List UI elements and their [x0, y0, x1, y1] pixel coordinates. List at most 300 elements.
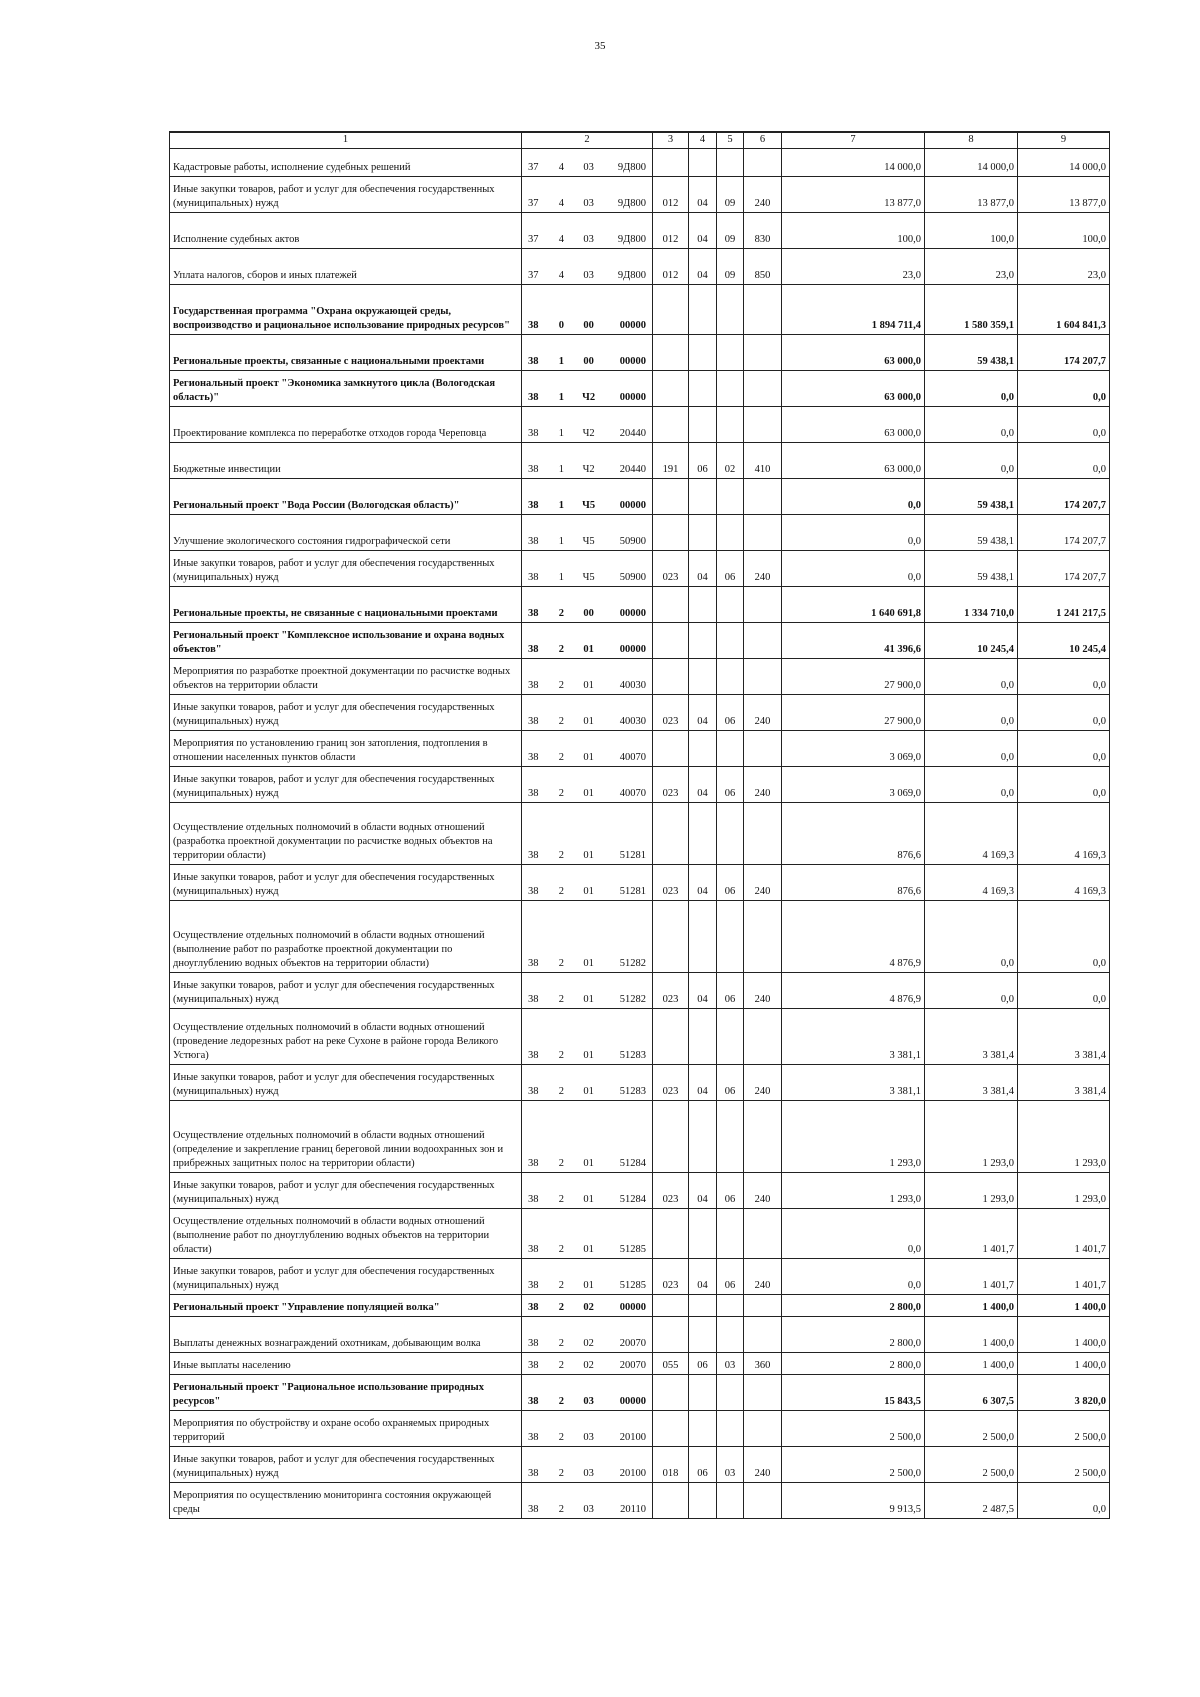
code-subprogram: 2	[558, 1244, 564, 1255]
amount-col-7: 1 894 711,4	[782, 285, 925, 335]
amount-col-8: 1 401,7	[925, 1259, 1018, 1295]
ministry-code	[653, 1009, 689, 1065]
expense-type-code: 240	[744, 865, 782, 901]
section-code	[689, 803, 717, 865]
amount-col-9: 174 207,7	[1018, 551, 1110, 587]
ministry-code	[653, 659, 689, 695]
code-program: 38	[528, 1158, 539, 1169]
amount-col-9: 1 401,7	[1018, 1259, 1110, 1295]
amount-col-8: 0,0	[925, 443, 1018, 479]
code-subprogram: 4	[558, 234, 564, 245]
section-code: 04	[689, 177, 717, 213]
amount-col-8: 0,0	[925, 407, 1018, 443]
code-project: 01	[583, 644, 594, 655]
code-program: 38	[528, 1050, 539, 1061]
table-row	[170, 973, 1110, 1009]
table-row	[170, 695, 1110, 731]
classification-code	[522, 1447, 653, 1483]
ministry-code	[653, 803, 689, 865]
code-subprogram: 2	[558, 1360, 564, 1371]
subsection-code	[717, 1209, 744, 1259]
amount-col-9: 1 400,0	[1018, 1317, 1110, 1353]
ministry-code: 023	[653, 767, 689, 803]
code-program: 38	[528, 536, 539, 547]
code-program: 38	[528, 752, 539, 763]
amount-col-9: 4 169,3	[1018, 803, 1110, 865]
code-project: Ч5	[582, 536, 595, 547]
code-program: 38	[528, 1468, 539, 1479]
section-code: 04	[689, 767, 717, 803]
table-row	[170, 1375, 1110, 1411]
section-code	[689, 371, 717, 407]
ministry-code: 012	[653, 177, 689, 213]
code-program: 38	[528, 500, 539, 511]
code-program: 38	[528, 958, 539, 969]
code-project: 03	[583, 1504, 594, 1515]
expense-type-code	[744, 407, 782, 443]
ministry-code: 191	[653, 443, 689, 479]
section-code: 04	[689, 551, 717, 587]
subsection-code: 06	[717, 1173, 744, 1209]
table-row	[170, 865, 1110, 901]
table-row	[170, 901, 1110, 973]
table-row	[170, 551, 1110, 587]
classification-code	[522, 1411, 653, 1447]
section-code	[689, 587, 717, 623]
table-row	[170, 1411, 1110, 1447]
code-direction: 20440	[619, 464, 646, 475]
ministry-code	[653, 1317, 689, 1353]
column-number: 8	[925, 132, 1018, 149]
expense-type-code	[744, 285, 782, 335]
classification-code	[522, 901, 653, 973]
code-project: 01	[583, 1280, 594, 1291]
classification-code	[522, 177, 653, 213]
amount-col-8: 1 400,0	[925, 1295, 1018, 1317]
amount-col-7: 1 293,0	[782, 1173, 925, 1209]
classification-code	[522, 249, 653, 285]
column-number: 5	[717, 132, 744, 149]
code-subprogram: 2	[558, 644, 564, 655]
amount-col-9: 1 293,0	[1018, 1101, 1110, 1173]
page-number: 35	[594, 40, 606, 52]
amount-col-9: 0,0	[1018, 407, 1110, 443]
row-name: Мероприятия по разработке проектной документации по расчистке водных объектов на территории области	[170, 659, 522, 695]
expense-type-code: 240	[744, 695, 782, 731]
expense-type-code: 240	[744, 1259, 782, 1295]
subsection-code	[717, 1009, 744, 1065]
row-name: Мероприятия по осуществлению мониторинга состояния окружающей среды	[170, 1483, 522, 1519]
code-direction: 20100	[619, 1468, 646, 1479]
row-name: Иные закупки товаров, работ и услуг для обеспечения государственных (муниципальных) нужд	[170, 973, 522, 1009]
expense-type-code	[744, 1209, 782, 1259]
amount-col-9: 174 207,7	[1018, 515, 1110, 551]
code-project: Ч2	[582, 428, 595, 439]
expense-type-code	[744, 623, 782, 659]
subsection-code	[717, 803, 744, 865]
code-direction: 40030	[619, 716, 646, 727]
subsection-code: 06	[717, 551, 744, 587]
classification-code	[522, 213, 653, 249]
code-project: 01	[583, 1086, 594, 1097]
expense-type-code: 240	[744, 177, 782, 213]
amount-col-7: 1 293,0	[782, 1101, 925, 1173]
code-direction: 51283	[619, 1086, 646, 1097]
code-program: 37	[528, 234, 539, 245]
section-code	[689, 731, 717, 767]
code-subprogram: 1	[558, 392, 564, 403]
code-program: 38	[528, 1504, 539, 1515]
ministry-code	[653, 1295, 689, 1317]
expense-type-code	[744, 1101, 782, 1173]
classification-code	[522, 1375, 653, 1411]
column-number-row	[170, 132, 1110, 149]
amount-col-9: 0,0	[1018, 1483, 1110, 1519]
ministry-code	[653, 149, 689, 177]
classification-code	[522, 731, 653, 767]
code-subprogram: 4	[558, 162, 564, 173]
amount-col-7: 2 500,0	[782, 1411, 925, 1447]
code-direction: 00000	[619, 356, 646, 367]
expense-type-code: 240	[744, 767, 782, 803]
expense-type-code	[744, 479, 782, 515]
row-name: Государственная программа "Охрана окружающей среды, воспроизводство и рациональное использование природных ресурсов"	[170, 285, 522, 335]
row-name: Иные закупки товаров, работ и услуг для обеспечения государственных (муниципальных) нужд	[170, 1447, 522, 1483]
code-direction: 00000	[619, 500, 646, 511]
code-program: 37	[528, 198, 539, 209]
amount-col-8: 1 400,0	[925, 1353, 1018, 1375]
code-subprogram: 2	[558, 1280, 564, 1291]
expense-type-code	[744, 515, 782, 551]
row-name: Улучшение экологического состояния гидрографической сети	[170, 515, 522, 551]
code-subprogram: 2	[558, 788, 564, 799]
code-program: 38	[528, 608, 539, 619]
section-code	[689, 1209, 717, 1259]
subsection-code: 02	[717, 443, 744, 479]
ministry-code	[653, 335, 689, 371]
section-code	[689, 1101, 717, 1173]
table-row	[170, 587, 1110, 623]
code-program: 38	[528, 1086, 539, 1097]
subsection-code: 09	[717, 177, 744, 213]
row-name: Бюджетные инвестиции	[170, 443, 522, 479]
section-code	[689, 659, 717, 695]
amount-col-8: 1 293,0	[925, 1173, 1018, 1209]
row-name: Иные закупки товаров, работ и услуг для обеспечения государственных (муниципальных) нужд	[170, 1173, 522, 1209]
code-direction: 51282	[619, 994, 646, 1005]
subsection-code	[717, 1101, 744, 1173]
section-code: 06	[689, 1447, 717, 1483]
row-name: Проектирование комплекса по переработке отходов города Череповца	[170, 407, 522, 443]
classification-code	[522, 1209, 653, 1259]
amount-col-8: 3 381,4	[925, 1009, 1018, 1065]
amount-col-9: 3 381,4	[1018, 1065, 1110, 1101]
code-program: 38	[528, 464, 539, 475]
amount-col-8: 4 169,3	[925, 803, 1018, 865]
row-name: Региональный проект "Управление популяцией волка"	[170, 1295, 522, 1317]
code-project: 01	[583, 1244, 594, 1255]
ministry-code: 023	[653, 865, 689, 901]
amount-col-8: 2 500,0	[925, 1447, 1018, 1483]
table-row	[170, 731, 1110, 767]
amount-col-7: 0,0	[782, 479, 925, 515]
classification-code	[522, 1353, 653, 1375]
code-project: 02	[583, 1338, 594, 1349]
amount-col-8: 59 438,1	[925, 479, 1018, 515]
code-program: 38	[528, 1280, 539, 1291]
code-subprogram: 2	[558, 958, 564, 969]
classification-code	[522, 623, 653, 659]
table-row	[170, 1009, 1110, 1065]
classification-code	[522, 479, 653, 515]
amount-col-7: 100,0	[782, 213, 925, 249]
expense-type-code	[744, 731, 782, 767]
amount-col-9: 1 604 841,3	[1018, 285, 1110, 335]
section-code	[689, 1411, 717, 1447]
amount-col-9: 1 401,7	[1018, 1209, 1110, 1259]
section-code: 04	[689, 213, 717, 249]
code-project: 01	[583, 958, 594, 969]
amount-col-9: 100,0	[1018, 213, 1110, 249]
code-project: 03	[583, 1396, 594, 1407]
code-subprogram: 2	[558, 608, 564, 619]
amount-col-7: 2 500,0	[782, 1447, 925, 1483]
amount-col-9: 1 293,0	[1018, 1173, 1110, 1209]
subsection-code	[717, 901, 744, 973]
expense-type-code: 240	[744, 1447, 782, 1483]
amount-col-9: 0,0	[1018, 767, 1110, 803]
amount-col-8: 14 000,0	[925, 149, 1018, 177]
amount-col-8: 1 400,0	[925, 1317, 1018, 1353]
subsection-code: 09	[717, 213, 744, 249]
classification-code	[522, 1483, 653, 1519]
ministry-code: 023	[653, 973, 689, 1009]
code-subprogram: 2	[558, 680, 564, 691]
row-name: Региональный проект "Комплексное использование и охрана водных объектов"	[170, 623, 522, 659]
classification-code	[522, 865, 653, 901]
row-name: Региональные проекты, не связанные с национальными проектами	[170, 587, 522, 623]
expense-type-code	[744, 335, 782, 371]
amount-col-7: 1 640 691,8	[782, 587, 925, 623]
code-program: 37	[528, 270, 539, 281]
ministry-code	[653, 515, 689, 551]
row-name: Осуществление отдельных полномочий в области водных отношений (проведение ледорезных работ на реке Сухоне в районе города Великого Устюга)	[170, 1009, 522, 1065]
column-number: 3	[653, 132, 689, 149]
section-code: 04	[689, 695, 717, 731]
code-direction: 51282	[619, 958, 646, 969]
classification-code	[522, 803, 653, 865]
classification-code	[522, 335, 653, 371]
ministry-code	[653, 587, 689, 623]
code-project: 00	[583, 608, 594, 619]
section-code	[689, 407, 717, 443]
section-code	[689, 1375, 717, 1411]
expense-type-code	[744, 587, 782, 623]
classification-code	[522, 407, 653, 443]
amount-col-7: 876,6	[782, 803, 925, 865]
table-body	[170, 149, 1110, 1519]
section-code	[689, 901, 717, 973]
section-code	[689, 479, 717, 515]
classification-code	[522, 1259, 653, 1295]
code-program: 38	[528, 428, 539, 439]
classification-code	[522, 371, 653, 407]
amount-col-9: 0,0	[1018, 731, 1110, 767]
amount-col-7: 63 000,0	[782, 443, 925, 479]
code-direction: 00000	[619, 644, 646, 655]
row-name: Мероприятия по установлению границ зон затопления, подтопления в отношении населенных пунктов области	[170, 731, 522, 767]
amount-col-7: 3 381,1	[782, 1009, 925, 1065]
row-name: Иные закупки товаров, работ и услуг для обеспечения государственных (муниципальных) нужд	[170, 551, 522, 587]
code-subprogram: 1	[558, 572, 564, 583]
row-name: Исполнение судебных актов	[170, 213, 522, 249]
ministry-code: 023	[653, 551, 689, 587]
column-number: 2	[522, 132, 653, 149]
code-subprogram: 2	[558, 1504, 564, 1515]
amount-col-8: 13 877,0	[925, 177, 1018, 213]
expense-type-code: 240	[744, 1173, 782, 1209]
table-row	[170, 515, 1110, 551]
row-name: Иные закупки товаров, работ и услуг для обеспечения государственных (муниципальных) нужд	[170, 177, 522, 213]
code-subprogram: 2	[558, 1194, 564, 1205]
amount-col-8: 1 580 359,1	[925, 285, 1018, 335]
row-name: Региональный проект "Рациональное использование природных ресурсов"	[170, 1375, 522, 1411]
amount-col-7: 23,0	[782, 249, 925, 285]
code-program: 38	[528, 994, 539, 1005]
amount-col-8: 0,0	[925, 731, 1018, 767]
classification-code	[522, 443, 653, 479]
section-code: 04	[689, 973, 717, 1009]
section-code	[689, 149, 717, 177]
amount-col-7: 0,0	[782, 1209, 925, 1259]
subsection-code	[717, 1411, 744, 1447]
code-direction: 00000	[619, 320, 646, 331]
classification-code	[522, 1317, 653, 1353]
code-program: 38	[528, 850, 539, 861]
subsection-code	[717, 587, 744, 623]
code-direction: 9Д800	[617, 270, 646, 281]
code-direction: 50900	[619, 572, 646, 583]
code-subprogram: 1	[558, 464, 564, 475]
code-project: 00	[583, 356, 594, 367]
row-name: Региональный проект "Экономика замкнутого цикла (Вологодская область)"	[170, 371, 522, 407]
amount-col-7: 9 913,5	[782, 1483, 925, 1519]
classification-code	[522, 1295, 653, 1317]
expense-type-code	[744, 149, 782, 177]
subsection-code	[717, 659, 744, 695]
code-program: 38	[528, 716, 539, 727]
section-code	[689, 1295, 717, 1317]
section-code: 04	[689, 1173, 717, 1209]
code-program: 38	[528, 680, 539, 691]
amount-col-9: 0,0	[1018, 901, 1110, 973]
section-code: 04	[689, 1259, 717, 1295]
subsection-code: 03	[717, 1353, 744, 1375]
code-subprogram: 2	[558, 1086, 564, 1097]
amount-col-9: 1 400,0	[1018, 1353, 1110, 1375]
ministry-code	[653, 731, 689, 767]
code-subprogram: 4	[558, 198, 564, 209]
table-row	[170, 177, 1110, 213]
section-code: 06	[689, 443, 717, 479]
amount-col-9: 0,0	[1018, 659, 1110, 695]
code-direction: 51281	[619, 886, 646, 897]
table-row	[170, 149, 1110, 177]
code-direction: 20100	[619, 1432, 646, 1443]
expense-type-code: 240	[744, 551, 782, 587]
section-code	[689, 623, 717, 659]
subsection-code: 06	[717, 1259, 744, 1295]
code-program: 38	[528, 644, 539, 655]
amount-col-7: 3 069,0	[782, 767, 925, 803]
ministry-code	[653, 371, 689, 407]
classification-code	[522, 767, 653, 803]
code-subprogram: 4	[558, 270, 564, 281]
code-project: Ч5	[582, 572, 595, 583]
section-code: 04	[689, 249, 717, 285]
row-name: Уплата налогов, сборов и иных платежей	[170, 249, 522, 285]
code-direction: 40070	[619, 788, 646, 799]
subsection-code	[717, 623, 744, 659]
code-project: 00	[583, 320, 594, 331]
amount-col-9: 2 500,0	[1018, 1411, 1110, 1447]
subsection-code: 06	[717, 973, 744, 1009]
expense-type-code	[744, 1411, 782, 1447]
table-row	[170, 213, 1110, 249]
ministry-code	[653, 901, 689, 973]
subsection-code	[717, 1375, 744, 1411]
amount-col-8: 59 438,1	[925, 551, 1018, 587]
code-project: 01	[583, 850, 594, 861]
expense-type-code	[744, 901, 782, 973]
expense-type-code	[744, 371, 782, 407]
ministry-code	[653, 1483, 689, 1519]
ministry-code: 023	[653, 695, 689, 731]
code-project: 01	[583, 886, 594, 897]
table-row	[170, 803, 1110, 865]
classification-code	[522, 551, 653, 587]
classification-code	[522, 587, 653, 623]
table-row	[170, 1317, 1110, 1353]
amount-col-7: 2 800,0	[782, 1295, 925, 1317]
code-direction: 9Д800	[617, 162, 646, 173]
code-subprogram: 2	[558, 886, 564, 897]
code-project: 01	[583, 680, 594, 691]
row-name: Осуществление отдельных полномочий в области водных отношений (выполнение работ по дноуглублению водных объектов на территории области)	[170, 1209, 522, 1259]
table-row	[170, 371, 1110, 407]
code-subprogram: 2	[558, 752, 564, 763]
subsection-code: 03	[717, 1447, 744, 1483]
column-number: 6	[744, 132, 782, 149]
amount-col-7: 0,0	[782, 1259, 925, 1295]
table-row	[170, 1101, 1110, 1173]
ministry-code	[653, 479, 689, 515]
amount-col-8: 10 245,4	[925, 623, 1018, 659]
amount-col-9: 2 500,0	[1018, 1447, 1110, 1483]
code-project: 01	[583, 1158, 594, 1169]
ministry-code: 023	[653, 1173, 689, 1209]
section-code	[689, 285, 717, 335]
classification-code	[522, 695, 653, 731]
table-row	[170, 249, 1110, 285]
row-name: Региональный проект "Вода России (Вологодская область)"	[170, 479, 522, 515]
row-name: Иные закупки товаров, работ и услуг для обеспечения государственных (муниципальных) нужд	[170, 767, 522, 803]
code-direction: 00000	[619, 608, 646, 619]
table-row	[170, 1259, 1110, 1295]
code-project: 03	[583, 234, 594, 245]
row-name: Осуществление отдельных полномочий в области водных отношений (определение и закрепление границ береговой линии водоохранных зон и прибрежных защитных полос на территории области)	[170, 1101, 522, 1173]
code-project: 01	[583, 788, 594, 799]
